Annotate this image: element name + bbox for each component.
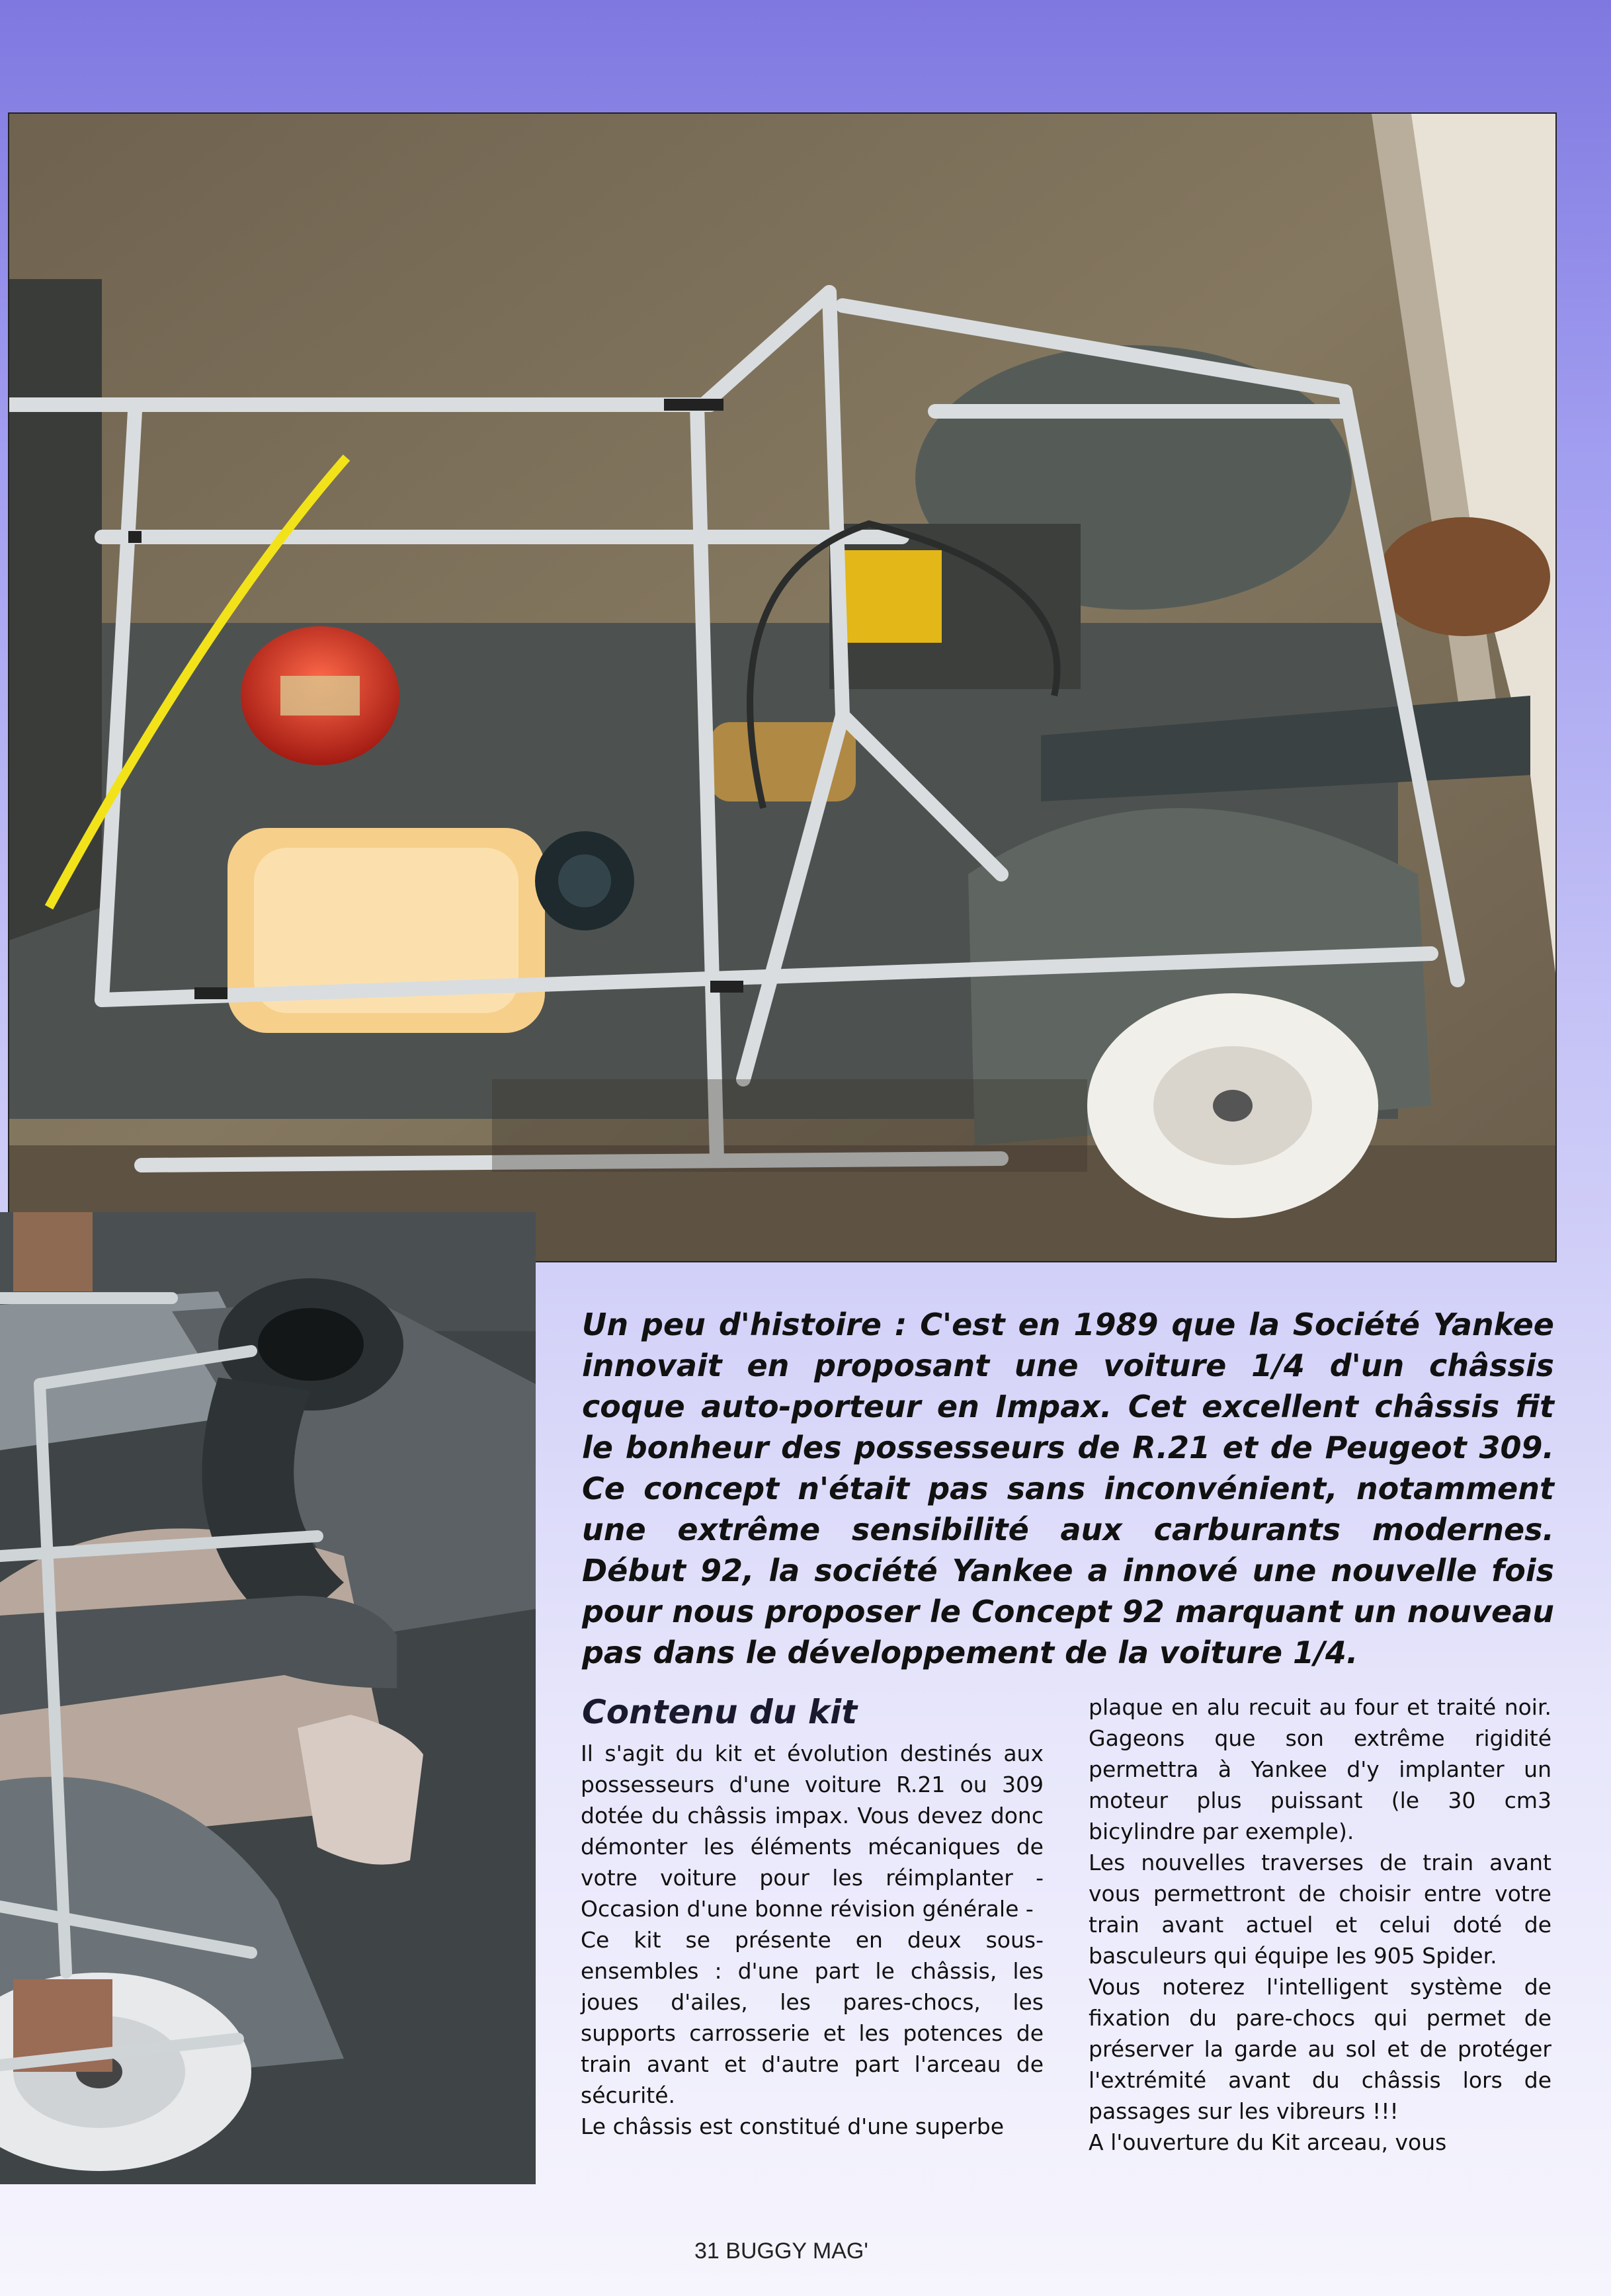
column-right-paragraph: A l'ouverture du Kit arceau, vous: [1089, 2129, 1447, 2155]
column-right-paragraph: plaque en alu recuit au four et traité noir. Gageons que son extrême rigidité permettra à Yankee d'y implanter un moteur plus puissant (le 30 cm3 bicylindre par exemple).: [1089, 1694, 1551, 1844]
article-column-left: [581, 1738, 1044, 2142]
page-folio: 31 BUGGY MAG': [694, 2238, 868, 2264]
column-left-paragraph: Ce kit se présente en deux sous-ensembles : d'une part le châssis, les joues d'ailes, les pares-chocs, les supports carrosserie et les potences de train avant et d'autre part l'arceau de sécurité.: [581, 1927, 1044, 2108]
chassis-photo: [9, 114, 1555, 1261]
section-title: Contenu du kit: [582, 1693, 858, 1731]
article-column-right: [1089, 1692, 1551, 2158]
column-left-paragraph: Le châssis est constitué d'une superbe: [581, 2113, 1005, 2139]
exhaust-detail-photo: [0, 1212, 536, 2184]
intro-paragraph: Un peu d'histoire : C'est en 1989 que la Société Yankee innovait en proposant une voiture 1/4 d'un châssis coque auto-porteur en Impax. Cet excellent châssis fit le bonheur des possesseurs de R.21 et de Peugeot 309. Ce concept n'était pas sans inconvénient, notamment une extrême sensibilité aux carburants modernes. Début 92, la société Yankee a innové une nouvelle fois pour nous proposer le Concept 92 marquant un nouveau pas dans le développement de la voiture 1/4.: [582, 1307, 1554, 1670]
column-right-paragraph: Les nouvelles traverses de train avant vous permettront de choisir entre votre train avant actuel et celui doté de basculeurs qui équipe les 905 Spider.: [1089, 1850, 1551, 1969]
column-left-paragraph: Il s'agit du kit et évolution destinés aux possesseurs d'une voiture R.21 ou 309 dotée du châssis impax. Vous devez donc démonter les éléments mécaniques de votre voiture pour les réimplanter - Occasion d'une bonne révision générale -: [581, 1741, 1044, 1922]
column-right-paragraph: Vous noterez l'intelligent système de fixation du pare-chocs qui permet de préserver la garde au sol et de protéger l'extrémité avant du châssis lors de passages sur les vibreurs !!!: [1089, 1974, 1551, 2124]
